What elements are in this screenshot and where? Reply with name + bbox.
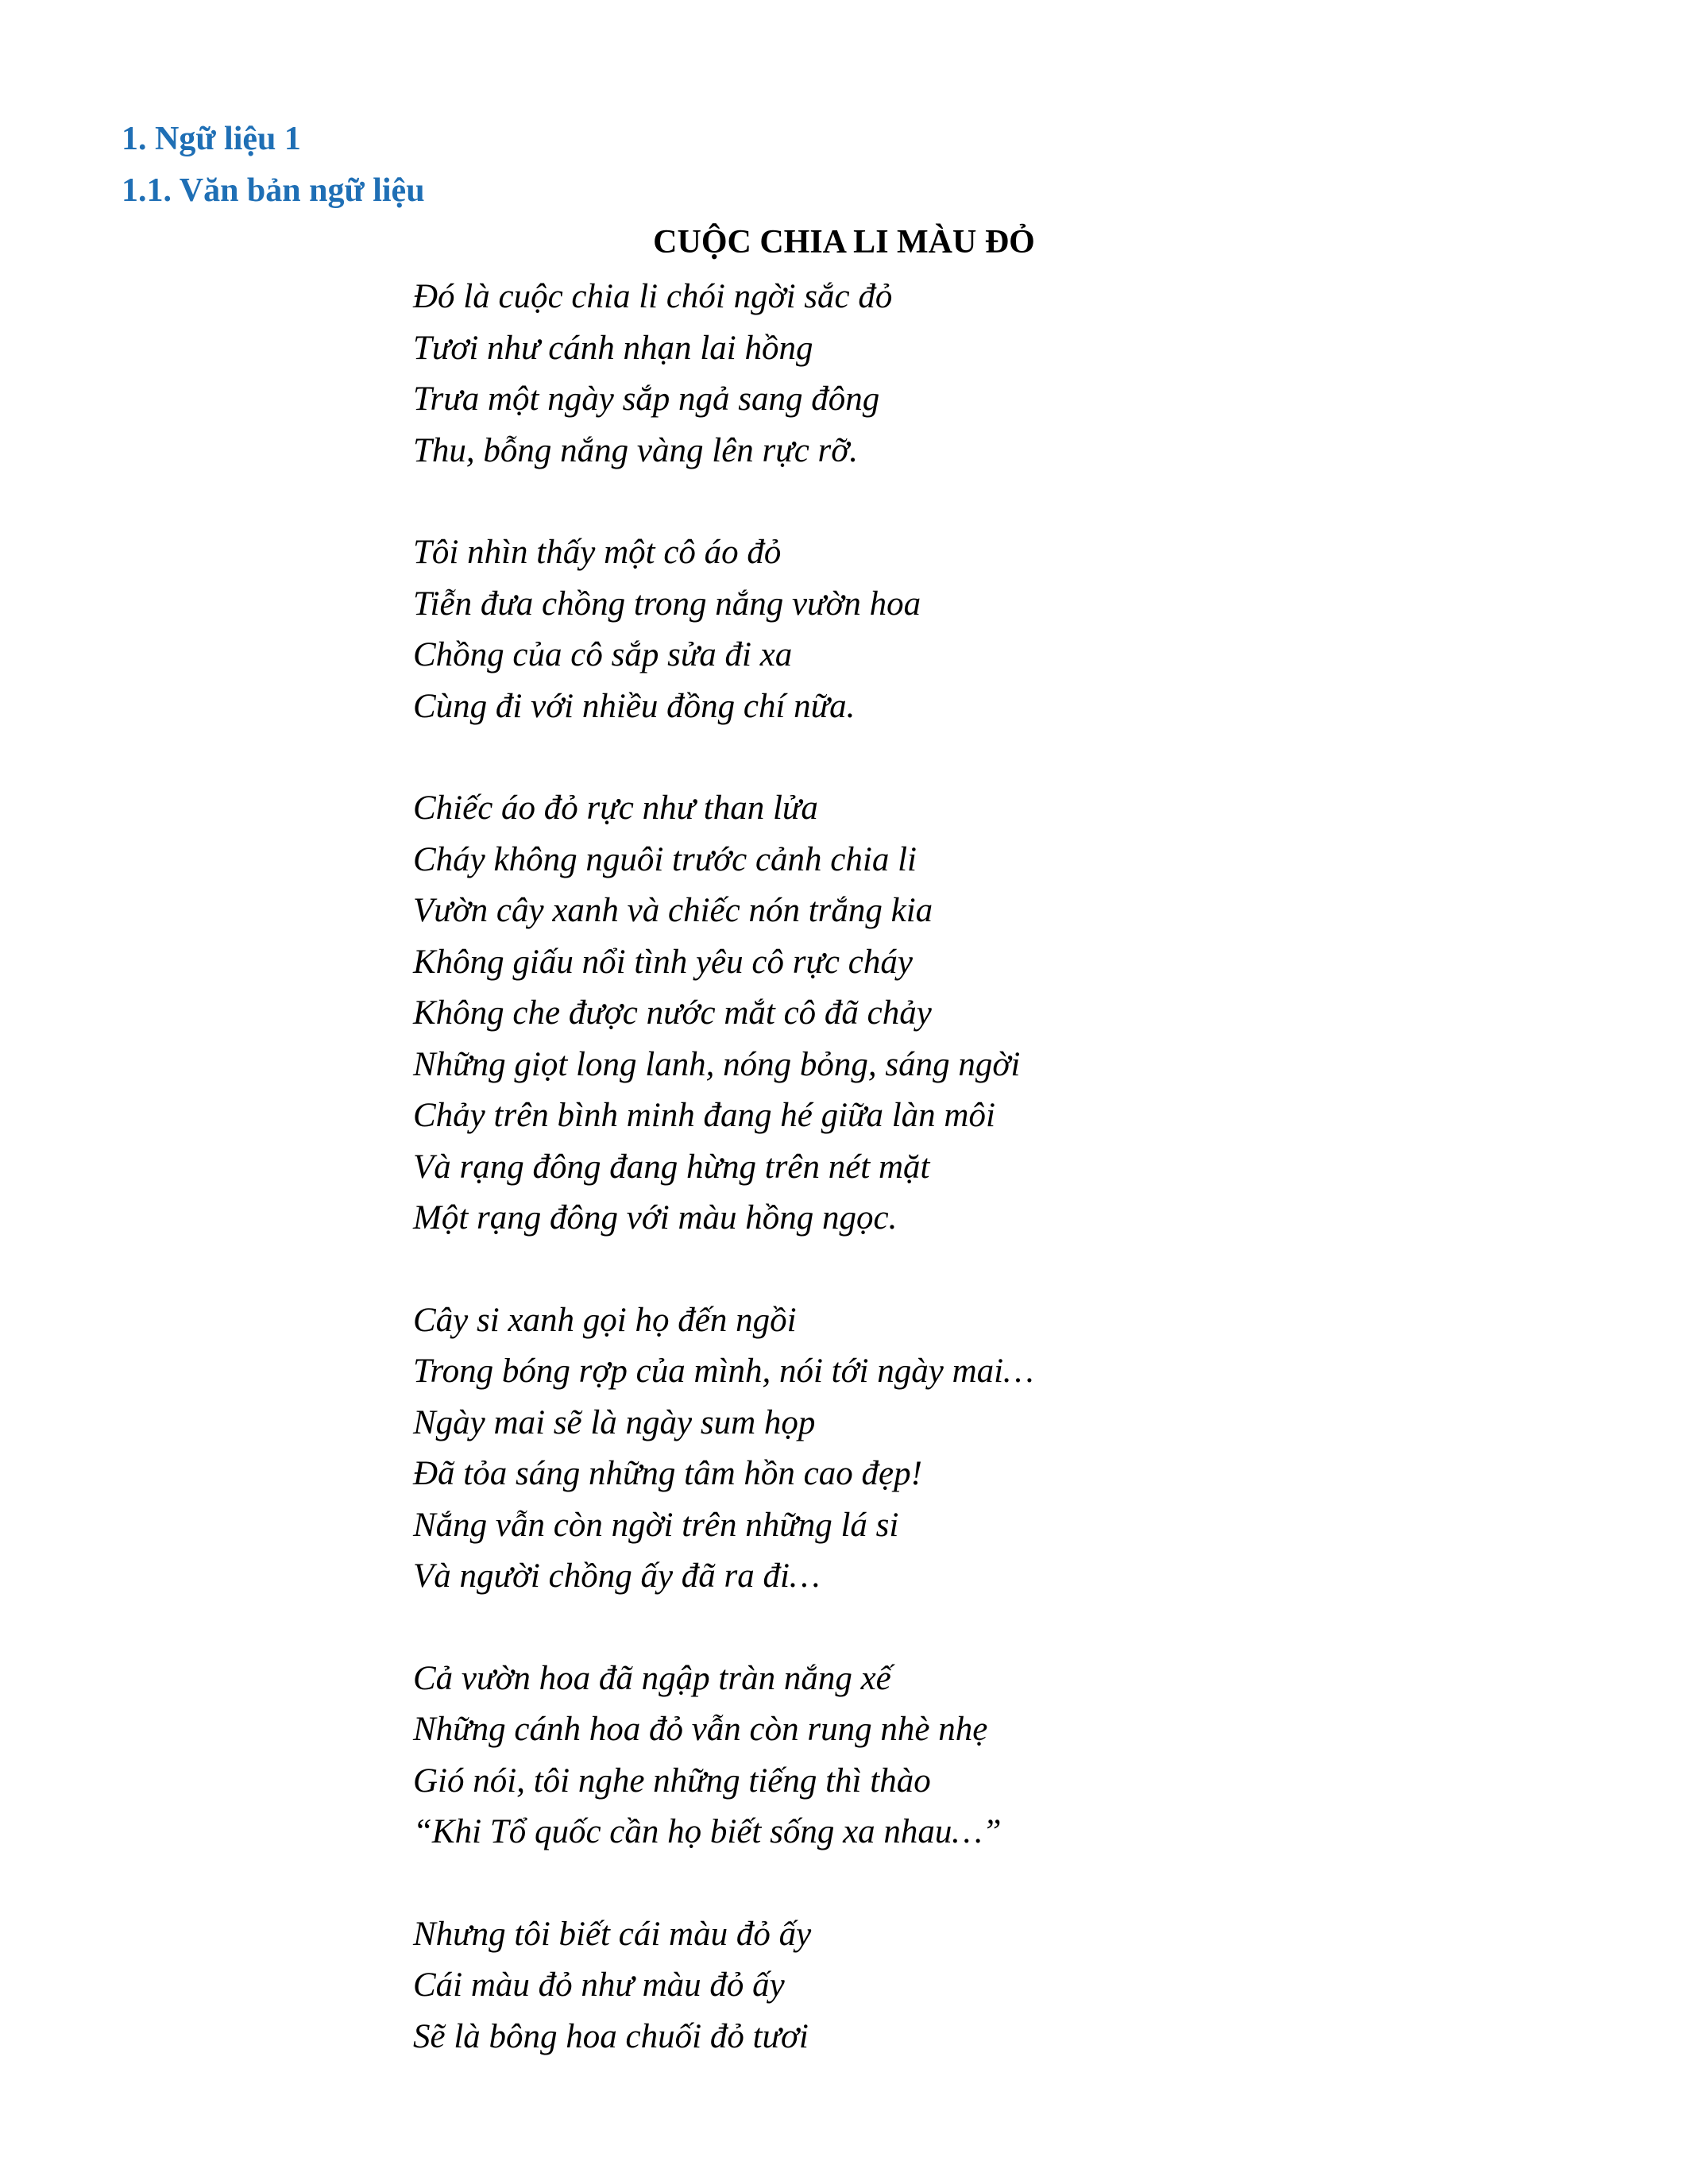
poem-line: Nhưng tôi biết cái màu đỏ ấy bbox=[413, 1915, 812, 1953]
section-heading: 1. Ngữ liệu 1 bbox=[122, 121, 301, 157]
poem-line: Chiếc áo đỏ rực như than lửa bbox=[413, 789, 818, 827]
poem-line: Những cánh hoa đỏ vẫn còn rung nhè nhẹ bbox=[413, 1711, 988, 1748]
poem-stanza bbox=[413, 1909, 1605, 2063]
poem-line: Cây si xanh gọi họ đến ngồi bbox=[413, 1301, 797, 1339]
poem-line: Cả vườn hoa đã ngập tràn nắng xế bbox=[413, 1659, 891, 1697]
poem-title: CUỘC CHIA LI MÀU ĐỎ bbox=[653, 224, 1035, 260]
poem-stanza bbox=[413, 527, 1605, 732]
poem-line: Không giấu nổi tình yêu cô rực cháy bbox=[413, 943, 913, 981]
poem-line: Trưa một ngày sắp ngả sang đông bbox=[413, 380, 880, 418]
subsection-heading: 1.1. Văn bản ngữ liệu bbox=[122, 172, 425, 209]
poem-line: Ngày mai sẽ là ngày sum họp bbox=[413, 1403, 816, 1441]
poem-stanza bbox=[413, 272, 1605, 477]
poem-body bbox=[413, 272, 1605, 2113]
poem-stanza bbox=[413, 1653, 1605, 1858]
poem-line: Trong bóng rợp của mình, nói tới ngày mai… bbox=[413, 1352, 1034, 1390]
poem-line: Cùng đi với nhiều đồng chí nữa. bbox=[413, 687, 856, 725]
poem-line: Tươi như cánh nhạn lai hồng bbox=[413, 329, 813, 367]
poem-line: Và rạng đông đang hừng trên nét mặt bbox=[413, 1148, 930, 1186]
poem-line: Cái màu đỏ như màu đỏ ấy bbox=[413, 1966, 785, 2004]
poem-line: Tôi nhìn thấy một cô áo đỏ bbox=[413, 534, 782, 571]
poem-line: Cháy không nguôi trước cảnh chia li bbox=[413, 840, 917, 878]
poem-line: Không che được nước mắt cô đã chảy bbox=[413, 994, 932, 1032]
poem-line: Chảy trên bình minh đang hé giữa làn môi bbox=[413, 1097, 995, 1134]
poem-line: Đó là cuộc chia li chói ngời sắc đỏ bbox=[413, 278, 893, 315]
poem-line: Sẽ là bông hoa chuối đỏ tươi bbox=[413, 2017, 809, 2055]
poem-line: Đã tỏa sáng những tâm hồn cao đẹp! bbox=[413, 1455, 922, 1492]
poem-stanza bbox=[413, 783, 1605, 1244]
poem-line: Và người chồng ấy đã ra đi… bbox=[413, 1557, 821, 1595]
poem-stanza bbox=[413, 1295, 1605, 1603]
poem-line: Gió nói, tôi nghe những tiếng thì thào bbox=[413, 1761, 931, 1800]
poem-line: Những giọt long lanh, nóng bỏng, sáng ngời bbox=[413, 1045, 1021, 1083]
poem-line: Vườn cây xanh và chiếc nón trắng kia bbox=[413, 892, 933, 929]
poem-line: Nắng vẫn còn ngời trên những lá si bbox=[413, 1506, 899, 1544]
poem-line: “Khi Tổ quốc cần họ biết sống xa nhau…” bbox=[413, 1813, 1002, 1850]
poem-line: Chồng của cô sắp sửa đi xa bbox=[413, 636, 793, 673]
poem-line: Thu, bỗng nắng vàng lên rực rỡ. bbox=[413, 431, 858, 469]
poem-line: Một rạng đông với màu hồng ngọc. bbox=[413, 1199, 898, 1237]
poem-line: Tiễn đưa chồng trong nắng vườn hoa bbox=[413, 585, 921, 623]
